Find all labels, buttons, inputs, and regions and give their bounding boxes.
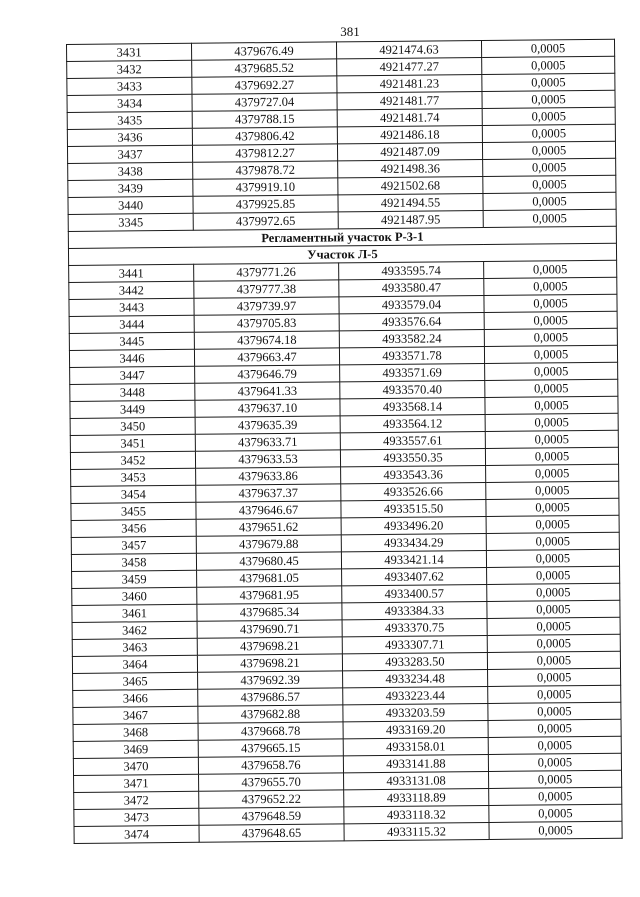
x-coordinate-cell: 4379674.18 bbox=[194, 331, 339, 349]
y-coordinate-cell: 4933118.89 bbox=[344, 788, 489, 806]
point-number-cell: 3443 bbox=[69, 298, 194, 316]
point-number-cell: 3431 bbox=[67, 43, 192, 61]
point-number-cell: 3472 bbox=[74, 791, 199, 809]
y-coordinate-cell: 4933571.78 bbox=[339, 346, 484, 364]
y-coordinate-cell: 4933169.20 bbox=[343, 720, 488, 738]
point-number-cell: 3438 bbox=[68, 162, 193, 180]
value-cell: 0,0005 bbox=[484, 294, 617, 312]
point-number-cell: 3460 bbox=[72, 587, 197, 605]
value-cell: 0,0005 bbox=[487, 600, 620, 618]
point-number-cell: 3435 bbox=[67, 111, 192, 129]
y-coordinate-cell: 4933115.32 bbox=[344, 822, 489, 840]
y-coordinate-cell: 4933580.47 bbox=[339, 279, 484, 297]
x-coordinate-cell: 4379812.27 bbox=[192, 144, 337, 162]
x-coordinate-cell: 4379633.71 bbox=[195, 433, 340, 451]
y-coordinate-cell: 4933118.32 bbox=[344, 805, 489, 823]
x-coordinate-cell: 4379685.52 bbox=[192, 59, 337, 77]
y-coordinate-cell: 4933570.40 bbox=[340, 380, 485, 398]
value-cell: 0,0005 bbox=[486, 464, 619, 482]
coordinates-table bbox=[66, 39, 623, 844]
y-coordinate-cell: 4933576.64 bbox=[339, 312, 484, 330]
y-coordinate-cell: 4933496.20 bbox=[341, 516, 486, 534]
x-coordinate-cell: 4379655.70 bbox=[199, 773, 344, 791]
value-cell: 0,0005 bbox=[485, 362, 618, 380]
x-coordinate-cell: 4379878.72 bbox=[193, 161, 338, 179]
point-number-cell: 3466 bbox=[73, 689, 198, 707]
x-coordinate-cell: 4379635.39 bbox=[195, 416, 340, 434]
point-number-cell: 3452 bbox=[70, 451, 195, 469]
x-coordinate-cell: 4379698.21 bbox=[197, 654, 342, 672]
point-number-cell: 3448 bbox=[70, 383, 195, 401]
point-number-cell: 3461 bbox=[72, 604, 197, 622]
x-coordinate-cell: 4379682.88 bbox=[198, 705, 343, 723]
y-coordinate-cell: 4933526.66 bbox=[341, 482, 486, 500]
y-coordinate-cell: 4933407.62 bbox=[342, 567, 487, 585]
point-number-cell: 3447 bbox=[70, 366, 195, 384]
x-coordinate-cell: 4379651.62 bbox=[196, 518, 341, 536]
y-coordinate-cell: 4933400.57 bbox=[342, 584, 487, 602]
y-coordinate-cell: 4933234.48 bbox=[343, 669, 488, 687]
value-cell: 0,0005 bbox=[482, 90, 615, 108]
x-coordinate-cell: 4379680.45 bbox=[196, 552, 341, 570]
y-coordinate-cell: 4921487.95 bbox=[338, 211, 483, 229]
value-cell: 0,0005 bbox=[486, 498, 619, 516]
x-coordinate-cell: 4379641.33 bbox=[195, 382, 340, 400]
y-coordinate-cell: 4933131.08 bbox=[344, 771, 489, 789]
table-section-headers bbox=[68, 226, 616, 265]
value-cell: 0,0005 bbox=[488, 685, 621, 703]
point-number-cell: 3474 bbox=[74, 825, 199, 843]
point-number-cell: 3464 bbox=[72, 655, 197, 673]
x-coordinate-cell: 4379648.59 bbox=[199, 807, 344, 825]
x-coordinate-cell: 4379646.67 bbox=[196, 501, 341, 519]
point-number-cell: 3458 bbox=[71, 553, 196, 571]
y-coordinate-cell: 4921498.36 bbox=[338, 160, 483, 178]
y-coordinate-cell: 4933158.01 bbox=[343, 737, 488, 755]
x-coordinate-cell: 4379690.71 bbox=[197, 620, 342, 638]
value-cell: 0,0005 bbox=[489, 770, 622, 788]
y-coordinate-cell: 4921486.18 bbox=[337, 126, 482, 144]
x-coordinate-cell: 4379646.79 bbox=[195, 365, 340, 383]
value-cell: 0,0005 bbox=[485, 413, 618, 431]
value-cell: 0,0005 bbox=[481, 39, 614, 57]
point-number-cell: 3453 bbox=[71, 468, 196, 486]
y-coordinate-cell: 4933582.24 bbox=[339, 329, 484, 347]
value-cell: 0,0005 bbox=[482, 141, 615, 159]
page-number: 381 bbox=[340, 24, 360, 39]
x-coordinate-cell: 4379777.38 bbox=[194, 280, 339, 298]
y-coordinate-cell: 4933564.12 bbox=[340, 414, 485, 432]
value-cell: 0,0005 bbox=[482, 73, 615, 91]
value-cell: 0,0005 bbox=[484, 345, 617, 363]
coordinates-sheet bbox=[66, 39, 618, 844]
value-cell: 0,0005 bbox=[489, 821, 622, 839]
y-coordinate-cell: 4933283.50 bbox=[342, 652, 487, 670]
value-cell: 0,0005 bbox=[485, 447, 618, 465]
point-number-cell: 3444 bbox=[69, 315, 194, 333]
x-coordinate-cell: 4379676.49 bbox=[191, 42, 336, 60]
point-number-cell: 3434 bbox=[67, 94, 192, 112]
y-coordinate-cell: 4933203.59 bbox=[343, 703, 488, 721]
point-number-cell: 3432 bbox=[67, 60, 192, 78]
table-body-bottom bbox=[69, 260, 623, 843]
value-cell: 0,0005 bbox=[483, 192, 616, 210]
point-number-cell: 3468 bbox=[73, 723, 198, 741]
point-number-cell: 3439 bbox=[68, 179, 193, 197]
point-number-cell: 3467 bbox=[73, 706, 198, 724]
x-coordinate-cell: 4379919.10 bbox=[193, 178, 338, 196]
value-cell: 0,0005 bbox=[487, 617, 620, 635]
point-number-cell: 3451 bbox=[70, 434, 195, 452]
point-number-cell: 3456 bbox=[71, 519, 196, 537]
value-cell: 0,0005 bbox=[484, 328, 617, 346]
x-coordinate-cell: 4379637.37 bbox=[196, 484, 341, 502]
table-body-top bbox=[67, 39, 617, 231]
value-cell: 0,0005 bbox=[482, 107, 615, 125]
section-title: Регламентный участок Р-3-1 bbox=[68, 226, 616, 248]
x-coordinate-cell: 4379648.65 bbox=[199, 824, 344, 842]
x-coordinate-cell: 4379681.95 bbox=[197, 586, 342, 604]
value-cell: 0,0005 bbox=[488, 736, 621, 754]
point-number-cell: 3345 bbox=[68, 213, 193, 231]
value-cell: 0,0005 bbox=[487, 566, 620, 584]
point-number-cell: 3442 bbox=[69, 281, 194, 299]
value-cell: 0,0005 bbox=[484, 277, 617, 295]
x-coordinate-cell: 4379788.15 bbox=[192, 110, 337, 128]
value-cell: 0,0005 bbox=[482, 124, 615, 142]
x-coordinate-cell: 4379685.34 bbox=[197, 603, 342, 621]
x-coordinate-cell: 4379658.76 bbox=[198, 756, 343, 774]
y-coordinate-cell: 4921494.55 bbox=[338, 194, 483, 212]
y-coordinate-cell: 4933370.75 bbox=[342, 618, 487, 636]
x-coordinate-cell: 4379679.88 bbox=[196, 535, 341, 553]
x-coordinate-cell: 4379698.21 bbox=[197, 637, 342, 655]
value-cell: 0,0005 bbox=[483, 175, 616, 193]
x-coordinate-cell: 4379705.83 bbox=[194, 314, 339, 332]
value-cell: 0,0005 bbox=[487, 634, 620, 652]
point-number-cell: 3463 bbox=[72, 638, 197, 656]
point-number-cell: 3436 bbox=[67, 128, 192, 146]
y-coordinate-cell: 4921481.74 bbox=[337, 109, 482, 127]
x-coordinate-cell: 4379686.57 bbox=[198, 688, 343, 706]
subsection-title: Участок Л-5 bbox=[68, 243, 616, 265]
value-cell: 0,0005 bbox=[482, 56, 615, 74]
value-cell: 0,0005 bbox=[486, 515, 619, 533]
value-cell: 0,0005 bbox=[486, 549, 619, 567]
point-number-cell: 3454 bbox=[71, 485, 196, 503]
point-number-cell: 3473 bbox=[74, 808, 199, 826]
x-coordinate-cell: 4379806.42 bbox=[192, 127, 337, 145]
x-coordinate-cell: 4379665.15 bbox=[198, 739, 343, 757]
y-coordinate-cell: 4921502.68 bbox=[338, 177, 483, 195]
x-coordinate-cell: 4379663.47 bbox=[194, 348, 339, 366]
point-number-cell: 3440 bbox=[68, 196, 193, 214]
x-coordinate-cell: 4379739.97 bbox=[194, 297, 339, 315]
x-coordinate-cell: 4379692.39 bbox=[198, 671, 343, 689]
value-cell: 0,0005 bbox=[484, 260, 617, 278]
x-coordinate-cell: 4379972.65 bbox=[193, 212, 338, 230]
y-coordinate-cell: 4933579.04 bbox=[339, 295, 484, 313]
x-coordinate-cell: 4379771.26 bbox=[194, 263, 339, 281]
value-cell: 0,0005 bbox=[486, 532, 619, 550]
point-number-cell: 3450 bbox=[70, 417, 195, 435]
point-number-cell: 3455 bbox=[71, 502, 196, 520]
value-cell: 0,0005 bbox=[484, 311, 617, 329]
x-coordinate-cell: 4379692.27 bbox=[192, 76, 337, 94]
y-coordinate-cell: 4933515.50 bbox=[341, 499, 486, 517]
point-number-cell: 3469 bbox=[73, 740, 198, 758]
point-number-cell: 3441 bbox=[69, 264, 194, 282]
x-coordinate-cell: 4379637.10 bbox=[195, 399, 340, 417]
y-coordinate-cell: 4921487.09 bbox=[337, 143, 482, 161]
y-coordinate-cell: 4933595.74 bbox=[339, 262, 484, 280]
x-coordinate-cell: 4379633.86 bbox=[196, 467, 341, 485]
point-number-cell: 3470 bbox=[73, 757, 198, 775]
value-cell: 0,0005 bbox=[488, 719, 621, 737]
value-cell: 0,0005 bbox=[489, 804, 622, 822]
value-cell: 0,0005 bbox=[483, 209, 616, 227]
y-coordinate-cell: 4921481.23 bbox=[337, 75, 482, 93]
y-coordinate-cell: 4933568.14 bbox=[340, 397, 485, 415]
y-coordinate-cell: 4933223.44 bbox=[343, 686, 488, 704]
value-cell: 0,0005 bbox=[488, 702, 621, 720]
y-coordinate-cell: 4933557.61 bbox=[340, 431, 485, 449]
value-cell: 0,0005 bbox=[488, 753, 621, 771]
x-coordinate-cell: 4379727.04 bbox=[192, 93, 337, 111]
value-cell: 0,0005 bbox=[486, 481, 619, 499]
y-coordinate-cell: 4933421.14 bbox=[341, 550, 486, 568]
y-coordinate-cell: 4933434.29 bbox=[341, 533, 486, 551]
y-coordinate-cell: 4933543.36 bbox=[341, 465, 486, 483]
point-number-cell: 3445 bbox=[69, 332, 194, 350]
x-coordinate-cell: 4379668.78 bbox=[198, 722, 343, 740]
y-coordinate-cell: 4921481.77 bbox=[337, 92, 482, 110]
point-number-cell: 3457 bbox=[71, 536, 196, 554]
value-cell: 0,0005 bbox=[489, 787, 622, 805]
value-cell: 0,0005 bbox=[485, 430, 618, 448]
y-coordinate-cell: 4933307.71 bbox=[342, 635, 487, 653]
y-coordinate-cell: 4933550.35 bbox=[340, 448, 485, 466]
x-coordinate-cell: 4379652.22 bbox=[199, 790, 344, 808]
point-number-cell: 3459 bbox=[72, 570, 197, 588]
x-coordinate-cell: 4379681.05 bbox=[197, 569, 342, 587]
y-coordinate-cell: 4933141.88 bbox=[343, 754, 488, 772]
value-cell: 0,0005 bbox=[487, 651, 620, 669]
point-number-cell: 3449 bbox=[70, 400, 195, 418]
y-coordinate-cell: 4921474.63 bbox=[336, 41, 481, 59]
point-number-cell: 3446 bbox=[69, 349, 194, 367]
value-cell: 0,0005 bbox=[487, 583, 620, 601]
x-coordinate-cell: 4379925.85 bbox=[193, 195, 338, 213]
value-cell: 0,0005 bbox=[485, 396, 618, 414]
point-number-cell: 3433 bbox=[67, 77, 192, 95]
y-coordinate-cell: 4921477.27 bbox=[337, 58, 482, 76]
value-cell: 0,0005 bbox=[485, 379, 618, 397]
point-number-cell: 3465 bbox=[73, 672, 198, 690]
y-coordinate-cell: 4933384.33 bbox=[342, 601, 487, 619]
point-number-cell: 3471 bbox=[74, 774, 199, 792]
value-cell: 0,0005 bbox=[483, 158, 616, 176]
x-coordinate-cell: 4379633.53 bbox=[195, 450, 340, 468]
point-number-cell: 3462 bbox=[72, 621, 197, 639]
y-coordinate-cell: 4933571.69 bbox=[340, 363, 485, 381]
value-cell: 0,0005 bbox=[488, 668, 621, 686]
point-number-cell: 3437 bbox=[67, 145, 192, 163]
